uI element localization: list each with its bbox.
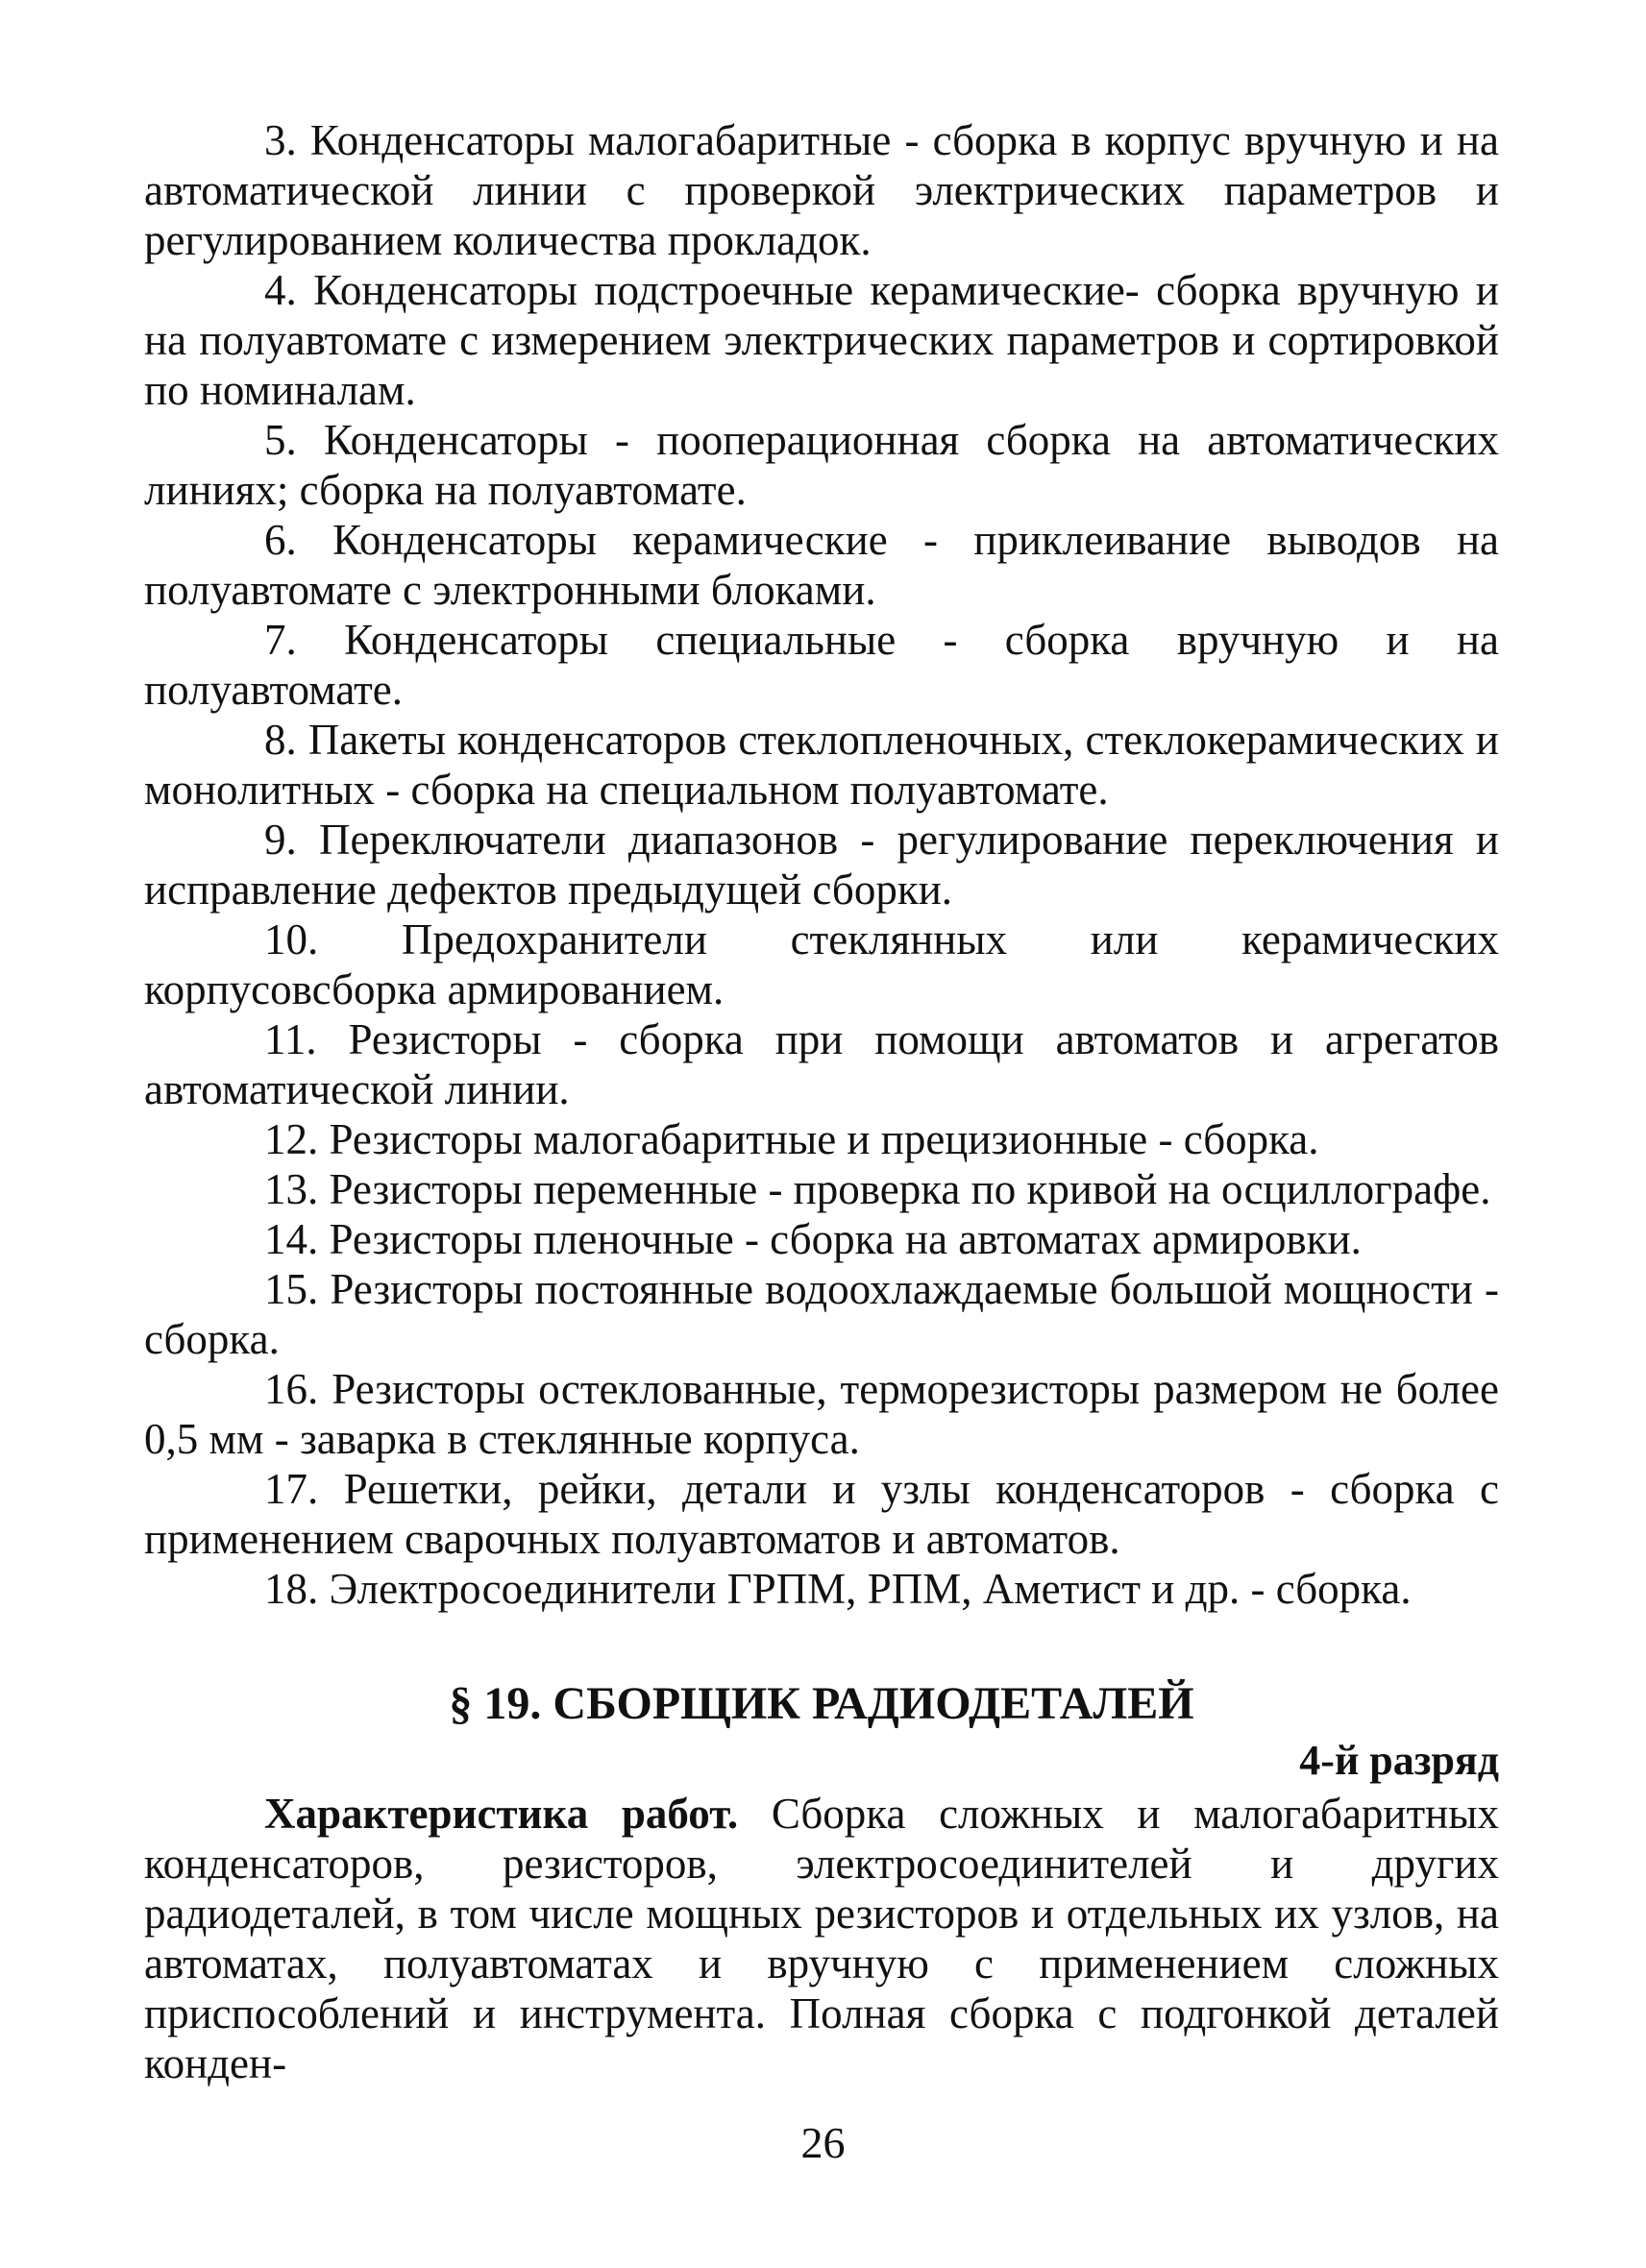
list-item-9: 9. Переключатели диапазонов - регулирование переключения и исправление дефектов предыдущей сборки.: [144, 816, 1499, 914]
grade-label: 4-й разряд: [1299, 1737, 1499, 1784]
list-item-3: 3. Конденсаторы малогабаритные - сборка в корпус вручную и на автоматической линии с проверкой электрических параметров и регулированием количества прокладок.: [144, 116, 1499, 264]
characteristic-text: Сборка сложных и малогабаритных конденсаторов, резисторов, электросоединителей и других радиодеталей, в том числе мощных резисторов и отдельных их узлов, на автоматах, полуавтоматах и вручную с применением сложных приспособлений и инструмента. Полная сборка с подгонкой деталей конден-: [144, 1790, 1499, 2087]
list-item-12: 12. Резисторы малогабаритные и прецизионные - сборка.: [264, 1115, 1319, 1163]
list-item-10: 10. Предохранители стеклянных или керамических корпусовсборка армированием.: [144, 915, 1499, 1013]
list-item-13: 13. Резисторы переменные - проверка по кривой на осциллографе.: [264, 1165, 1491, 1213]
list-item-15: 15. Резисторы постоянные водоохлаждаемые большой мощности - сборка.: [144, 1265, 1499, 1363]
section-heading: § 19. СБОРЩИК РАДИОДЕТАЛЕЙ: [449, 1678, 1194, 1729]
list-item-5: 5. Конденсаторы - пооперационная сборка на автоматических линиях; сборка на полуавтомате.: [144, 416, 1499, 514]
list-item-16: 16. Резисторы остеклованные, терморезисторы размером не более 0,5 мм - заварка в стеклянные корпуса.: [144, 1365, 1499, 1463]
page-number: 26: [800, 2118, 846, 2167]
list-item-8: 8. Пакеты конденсаторов стеклопленочных, стеклокерамических и монолитных - сборка на специальном полуавтомате.: [144, 716, 1499, 814]
list-item-11: 11. Резисторы - сборка при помощи автоматов и агрегатов автоматической линии.: [144, 1015, 1499, 1113]
list-item-14: 14. Резисторы пленочные - сборка на автоматах армировки.: [264, 1215, 1362, 1263]
list-item-17: 17. Решетки, рейки, детали и узлы конденсаторов - сборка с применением сварочных полуавтоматов и автоматов.: [144, 1465, 1499, 1563]
list-item-6: 6. Конденсаторы керамические - приклеивание выводов на полуавтомате с электронными блоками.: [144, 516, 1499, 614]
list-item-7: 7. Конденсаторы специальные - сборка вручную и на полуавтомате.: [144, 616, 1499, 714]
document-page: [144, 115, 1499, 2088]
characteristic-label: Характеристика работ.: [264, 1790, 739, 1838]
list-item-4: 4. Конденсаторы подстроечные керамические- сборка вручную и на полуавтомате с измерением электрических параметров и сортировкой по номиналам.: [144, 266, 1499, 414]
list-item-18: 18. Электросоединители ГРПМ, РПМ, Аметист и др. - сборка.: [264, 1565, 1412, 1613]
characteristic-paragraph: [144, 1789, 1499, 2088]
